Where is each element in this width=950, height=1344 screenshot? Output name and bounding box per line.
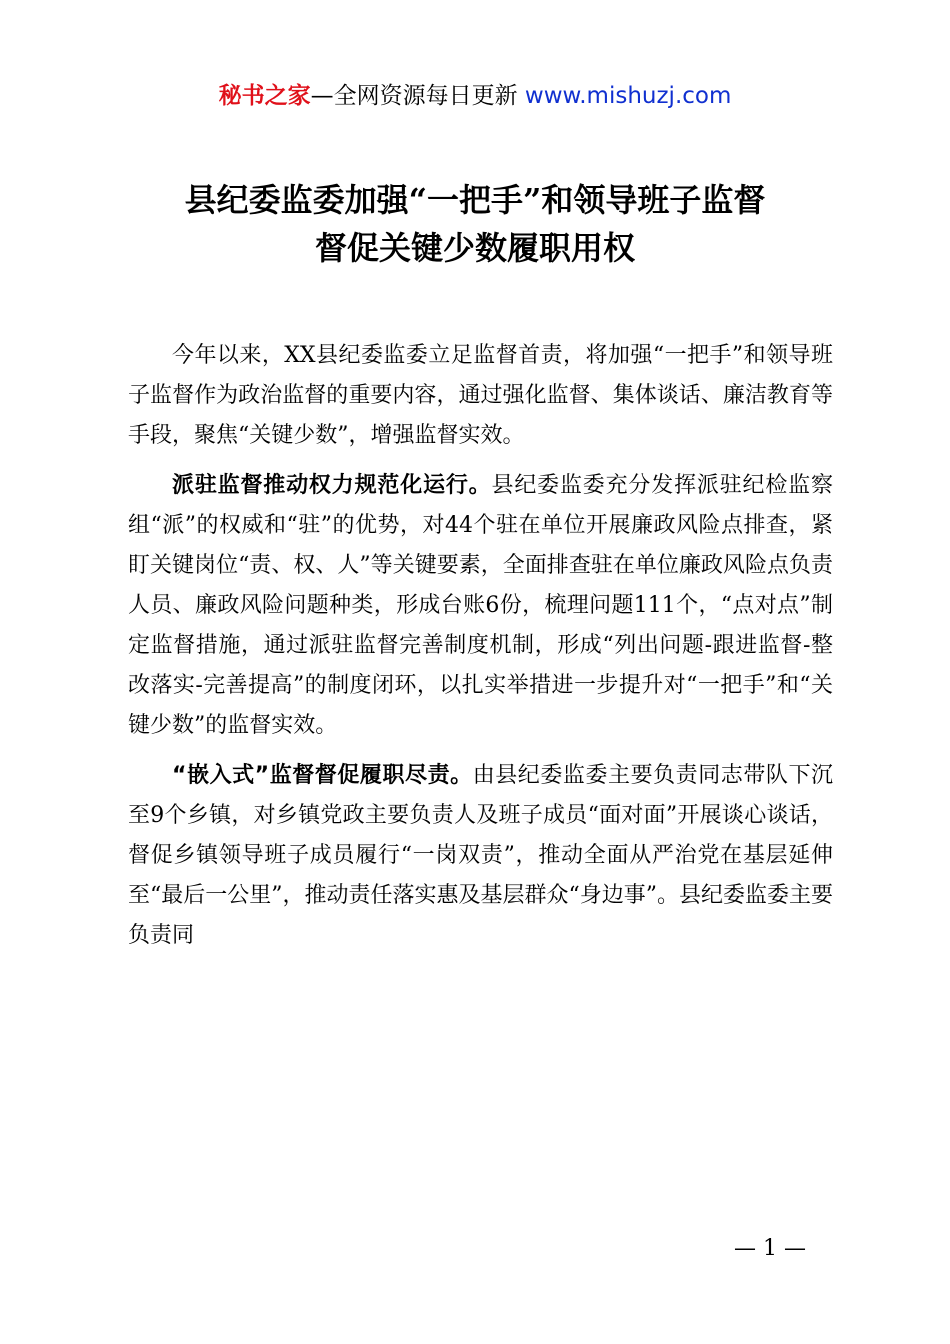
banner-tagline: —全网资源每日更新 xyxy=(310,83,525,109)
document-body xyxy=(128,336,833,966)
site-banner xyxy=(0,80,950,112)
paragraph-intro xyxy=(128,336,833,456)
paragraph-lead: “嵌入式”监督督促履职尽责。 xyxy=(172,763,473,788)
paragraph-lead: 派驻监督推动权力规范化运行。 xyxy=(172,473,492,498)
paragraph-embedded-supervision xyxy=(128,756,833,956)
paragraph-dispatch-supervision xyxy=(128,466,833,746)
title-line-2: 督促关键少数履职用权 xyxy=(314,229,635,267)
title-line-1: 县纪委监委加强“一把手”和领导班子监督 xyxy=(184,181,766,219)
paragraph-text: 由县纪委监委主要负责同志带队下沉至9个乡镇，对乡镇党政主要负责人及班子成员“面对面”开展谈心谈话，督促乡镇领导班子成员履行“一岗双责”，推动全面从严治党在基层延伸至“最后一公里”，推动责任落实惠及基层群众“身边事”。县纪委监委主要负责同 xyxy=(128,763,833,948)
paragraph-text: 今年以来，XX县纪委监委立足监督首责，将加强“一把手”和领导班子监督作为政治监督的重要内容，通过强化监督、集体谈话、廉洁教育等手段，聚焦“关键少数”，增强监督实效。 xyxy=(128,343,833,448)
page-number: — 1 — xyxy=(734,1236,806,1261)
document-title xyxy=(0,176,950,272)
banner-url-link[interactable]: www.mishuzj.com xyxy=(524,83,732,109)
paragraph-text: 县纪委监委充分发挥派驻纪检监察组“派”的权威和“驻”的优势，对44个驻在单位开展廉政风险点排查，紧盯关键岗位“责、权、人”等关键要素，全面排查驻在单位廉政风险点负责人员、廉政风险问题种类，形成台账6份，梳理问题111个，“点对点”制定监督措施，通过派驻监督完善制度机制，形成“列出问题-跟进监督-整改落实-完善提高”的制度闭环，以扎实举措进一步提升对“一把手”和“关键少数”的监督实效。 xyxy=(128,473,833,738)
banner-brand: 秘书之家 xyxy=(218,83,311,109)
